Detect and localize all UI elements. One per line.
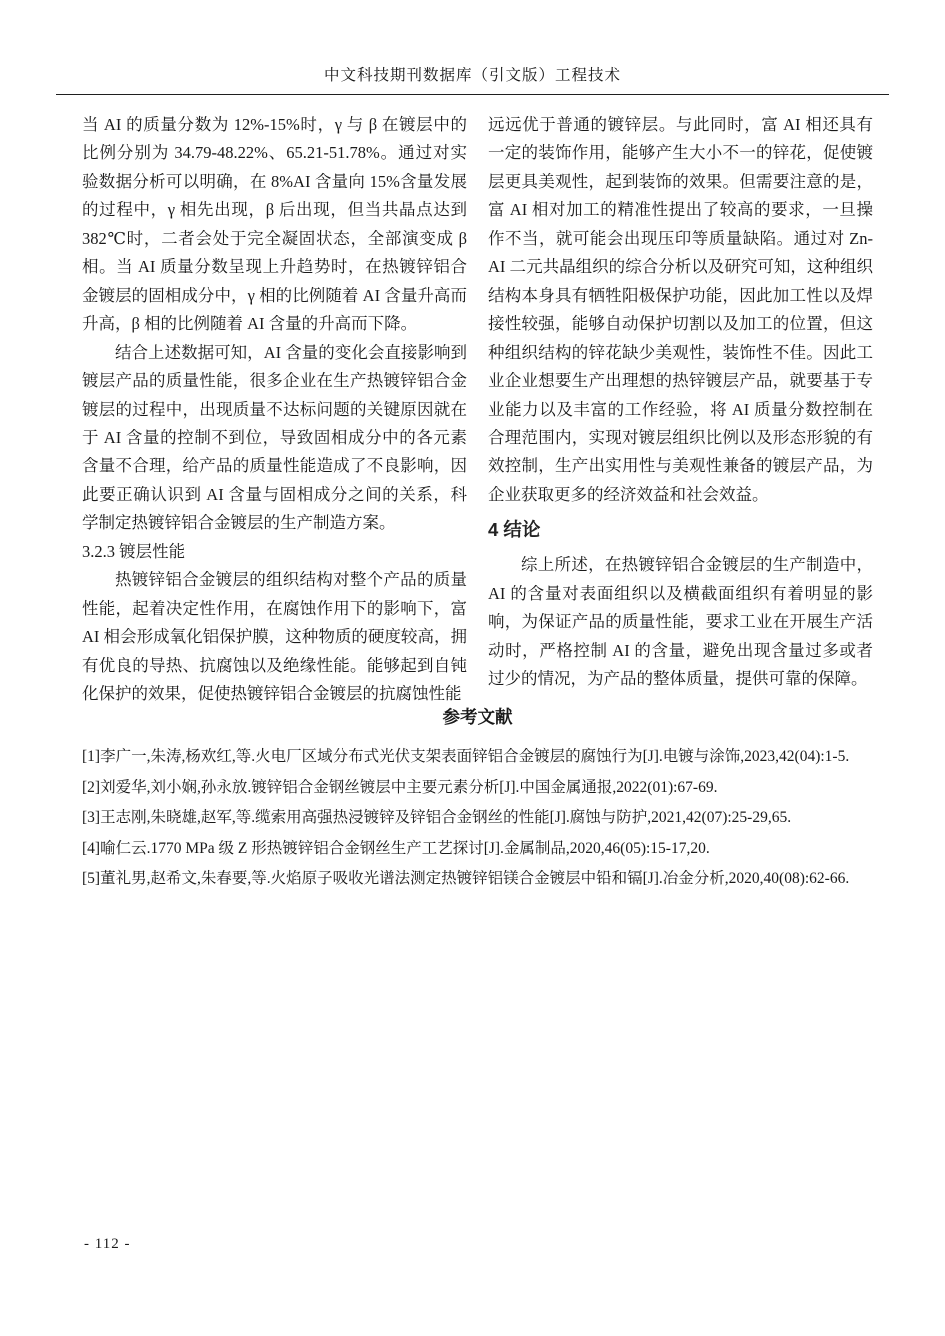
reference-item: [4]喻仁云.1770 MPa 级 Z 形热镀锌铝合金钢丝生产工艺探讨[J].金属制品,2020,46(05):15-17,20. — [82, 839, 710, 857]
references-section — [82, 704, 873, 895]
left-column — [82, 111, 467, 709]
section-heading-3-2-3: 3.2.3 镀层性能 — [82, 541, 186, 561]
reference-item: [2]刘爱华,刘小娴,孙永放.镀锌铝合金钢丝镀层中主要元素分析[J].中国金属通报,2022(01):67-69. — [82, 778, 718, 796]
reference-item: [1]李广一,朱涛,杨欢红,等.火电厂区域分布式光伏支架表面锌铝合金镀层的腐蚀行为[J].电镀与涂饰,2023,42(04):1-5. — [82, 748, 850, 765]
reference-item: [5]董礼男,赵希文,朱春要,等.火焰原子吸收光谱法测定热镀锌铝镁合金镀层中铅和镉[J].冶金分析,2020,40(08):62-66. — [82, 870, 850, 887]
left-paragraph-1: 当 AI 的质量分数为 12%-15%时，γ 与 β 在镀层中的比例分别为 34.79-48.22%、65.21-51.78%。通过对实验数据分析可以明确，在 8%AI 含量向 15%含量发展的过程中，γ 相先出现，β 后出现，但当共晶点达到 382℃时，二者会处于完全凝固状态，全部演变成 β 相。当 AI 质量分数呈现上升趋势时，在热镀锌铝合金镀层的固相成分中，γ 相的比例随着 AI 含量升高而升高，β 相的比例随着 AI 含量的升高而下降。 — [82, 115, 467, 334]
left-paragraph-3: 热镀锌铝合金镀层的组织结构对整个产品的质量性能，起着决定性作用，在腐蚀作用下的影响下，富 AI 相会形成氧化铝保护膜，这种物质的硬度较高，拥有优良的导热、抗腐蚀以及绝缘性能。能够起到自钝化保护的效果，促使热镀锌铝合金镀层的抗腐蚀性能 — [82, 570, 467, 704]
references-title: 参考文献 — [442, 707, 513, 727]
body-columns — [82, 111, 873, 709]
right-column — [488, 111, 873, 709]
page-number: - 112 - — [84, 1236, 131, 1252]
section-heading-conclusion: 4 结论 — [488, 519, 541, 541]
conclusion-paragraph: 综上所述，在热镀锌铝合金镀层的生产制造中，AI 的含量对表面组织以及横截面组织有着明显的影响，为保证产品的质量性能，要求工业在开展生产活动时，严格控制 AI 的含量，避免出现含量过多或者过少的情况，为产品的整体质量，提供可靠的保障。 — [488, 555, 873, 689]
reference-item: [3]王志刚,朱晓雄,赵军,等.缆索用高强热浸镀锌及锌铝合金钢丝的性能[J].腐蚀与防护,2021,42(07):25-29,65. — [82, 809, 792, 826]
header-rule — [56, 94, 889, 95]
journal-header: 中文科技期刊数据库（引文版）工程技术 — [323, 67, 621, 84]
left-paragraph-2: 结合上述数据可知，AI 含量的变化会直接影响到镀层产品的质量性能，很多企业在生产热镀锌铝合金镀层的过程中，出现质量不达标问题的关键原因就在于 AI 含量的控制不到位，导致固相成分中的各元素含量不合理，给产品的质量性能造成了不良影响，因此要正确认识到 AI 含量与固相成分之间的关系，科学制定热镀锌铝合金镀层的生产制造方案。 — [82, 342, 467, 533]
right-paragraph-1: 远远优于普通的镀锌层。与此同时，富 AI 相还具有一定的装饰作用，能够产生大小不一的锌花，促使镀层更具美观性，起到装饰的效果。但需要注意的是，富 AI 相对加工的精准性提出了较高的要求，一旦操作不当，就可能会出现压印等质量缺陷。通过对 Zn-AI 二元共晶组织的综合分析以及研究可知，这种组织结构本身具有牺牲阳极保护功能，因此加工性以及焊接性较强，能够自动保护切割以及加工的位置，但这种组织结构的锌花缺少美观性，装饰性不佳。因此工业企业想要生产出理想的热锌镀层产品，就要基于专业能力以及丰富的工作经验，将 AI 质量分数控制在合理范围内，实现对镀层组织比例以及形态形貌的有效控制，生产出实用性与美观性兼备的镀层产品，为企业获取更多的经济效益和社会效益。 — [488, 115, 873, 504]
